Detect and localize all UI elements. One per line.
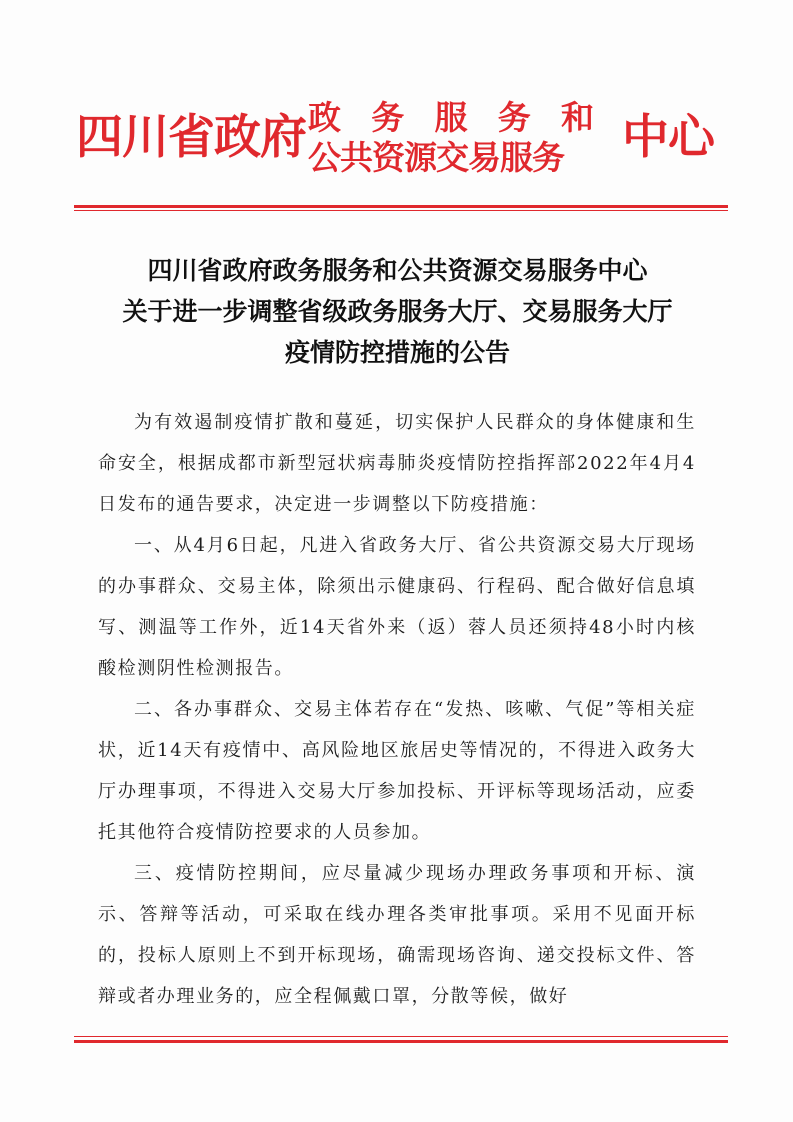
letterhead-char: 政 xyxy=(308,98,341,137)
letterhead xyxy=(70,96,730,182)
header-divider-thick xyxy=(74,205,728,208)
notice-title xyxy=(70,250,725,373)
header-divider-thin xyxy=(74,210,728,211)
notice-body xyxy=(98,402,696,1017)
letterhead-middle-line1 xyxy=(308,98,608,138)
letterhead-middle xyxy=(308,98,608,178)
title-line: 四川省政府政务服务和公共资源交易服务中心 xyxy=(147,256,648,285)
title-line: 关于进一步调整省级政务服务大厅、交易服务大厅 xyxy=(122,297,673,326)
title-line: 疫情防控措施的公告 xyxy=(284,338,510,367)
letterhead-middle-line2: 公共资源交易服务 xyxy=(308,138,564,177)
body-paragraph: 为有效遏制疫情扩散和蔓延，切实保护人民群众的身体健康和生命安全，根据成都市新型冠状病毒肺炎疫情防控指挥部2022年4月4日发布的通告要求，决定进一步调整以下防疫措施： xyxy=(98,412,696,515)
letterhead-char: 服 xyxy=(434,98,468,137)
letterhead-right: 中心 xyxy=(622,110,714,165)
letterhead-left: 四川省政府 xyxy=(76,110,306,165)
body-paragraph: 二、各办事群众、交易主体若存在“发热、咳嗽、气促”等相关症状，近14天有疫情中、高风险地区旅居史等情况的，不得进入政务大厅办理事项，不得进入交易大厅参加投标、开评标等现场活动，应委托其他符合疫情防控要求的人员参加。 xyxy=(98,699,696,843)
body-paragraph: 三、疫情防控期间，应尽量减少现场办理政务事项和开标、演示、答辩等活动，可采取在线办理各类审批事项。采用不见面开标的，投标人原则上不到开标现场，确需现场咨询、递交投标文件、答辩或者办理业务的，应全程佩戴口罩，分散等候，做好 xyxy=(98,863,696,1007)
letterhead-char: 务 xyxy=(497,98,531,137)
letterhead-char: 务 xyxy=(371,98,405,137)
footer-divider-thick xyxy=(74,1040,728,1043)
body-paragraph: 一、从4月6日起，凡进入省政务大厅、省公共资源交易大厅现场的办事群众、交易主体，除须出示健康码、行程码、配合做好信息填写、测温等工作外，近14天省外来（返）蓉人员还须持48小时内核酸检测阴性检测报告。 xyxy=(98,535,696,679)
letterhead-char: 和 xyxy=(561,98,594,137)
footer-divider-thin xyxy=(74,1036,728,1037)
